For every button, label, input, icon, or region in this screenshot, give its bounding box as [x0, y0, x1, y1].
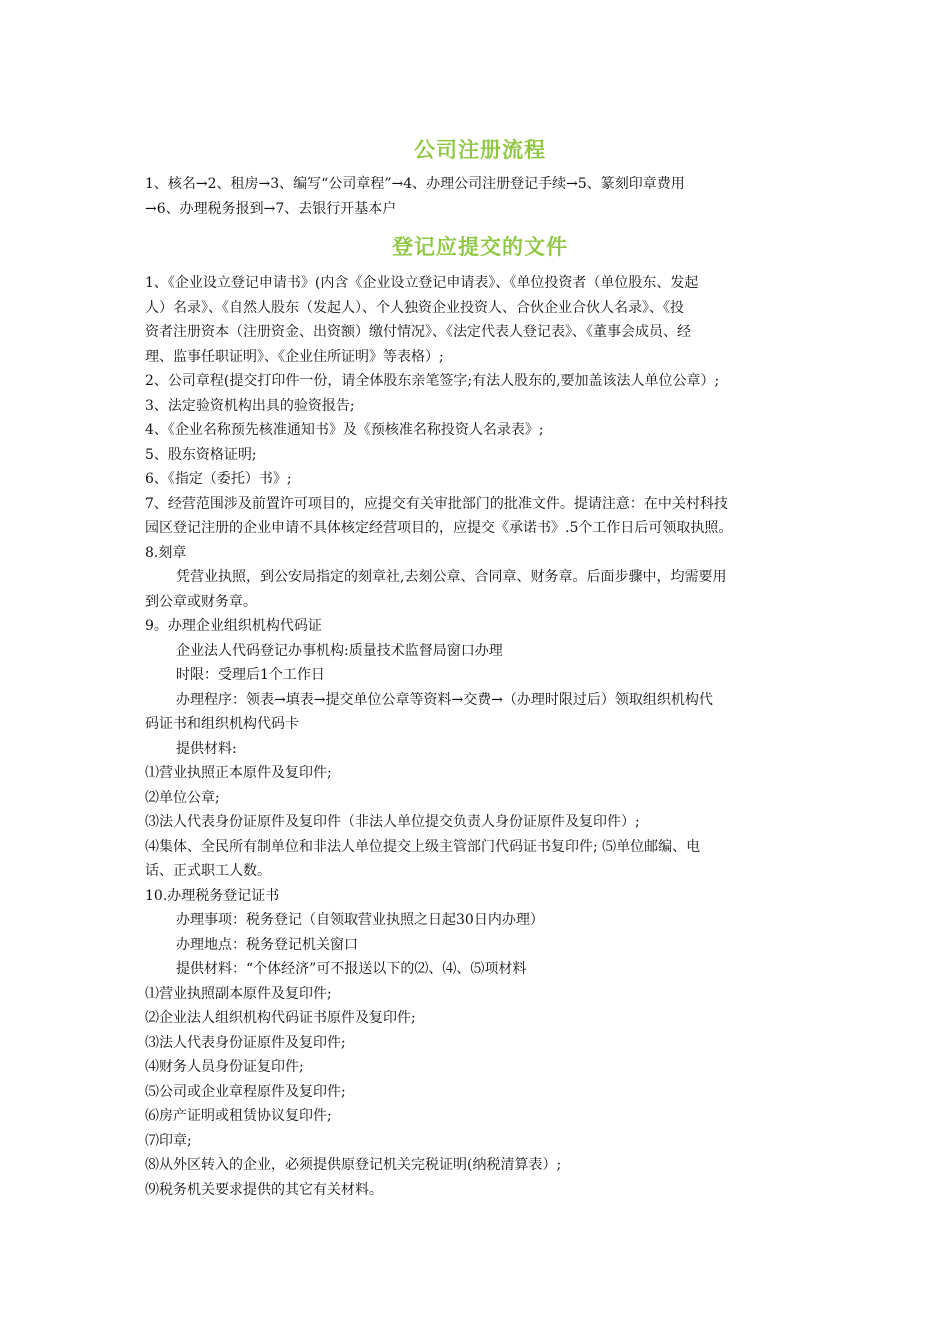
doc-line: 企业法人代码登记办事机构:质量技术监督局窗口办理: [176, 642, 503, 659]
list-item: ⑹房产证明或租赁协议复印件;: [145, 1108, 332, 1124]
list-item: 话、正式职工人数。: [145, 863, 271, 879]
list-item: ⑻从外区转入的企业，必须提供原登记机关完税证明(纳税清算表）;: [145, 1157, 562, 1173]
doc-line: 1、《企业设立登记申请书》(内含《企业设立登记申请表》、《单位投资者（单位股东、发起: [145, 275, 699, 291]
title-required-documents: 登记应提交的文件: [392, 235, 568, 259]
list-item: ⑶法人代表身份证原件及复印件;: [145, 1034, 346, 1051]
section-heading: 9。办理企业组织机构代码证: [145, 618, 322, 634]
doc-line: 园区登记注册的企业申请不具体核定经营项目的，应提交《承诺书》.5个工作日后可领取执照。: [145, 520, 733, 536]
doc-line: 凭营业执照，到公安局指定的刻章社,去刻公章、合同章、财务章。后面步骤中，均需要用: [176, 569, 727, 585]
list-item: ⑴营业执照正本原件及复印件;: [145, 765, 332, 781]
doc-line: 办理地点：税务登记机关窗口: [176, 936, 358, 953]
doc-line: 人）名录》、《自然人股东（发起人）、个人独资企业投资人、合伙企业合伙人名录》、《投: [145, 299, 684, 316]
doc-line: 资者注册资本（注册资金、出资额）缴付情况》、《法定代表人登记表》、《董事会成员、经: [145, 324, 691, 340]
doc-line: 理、监事任职证明》、《企业住所证明》等表格）;: [145, 348, 444, 365]
doc-line: 2、公司章程(提交打印件一份，请全体股东亲笔签字;有法人股东的,要加盖该法人单位公章）;: [145, 373, 720, 389]
list-item: ⑺印章;: [145, 1132, 192, 1149]
doc-line: 5、股东资格证明;: [145, 446, 257, 463]
document-body: [145, 132, 815, 1202]
doc-line: 6、《指定（委托）书》;: [145, 471, 292, 487]
flow-line: 1、核名→2、租房→3、编写“公司章程”→4、办理公司注册登记手续→5、篆刻印章费用: [145, 176, 685, 192]
doc-line: 7、经营范围涉及前置许可项目的，应提交有关审批部门的批准文件。提请注意：在中关村科技: [145, 495, 728, 512]
list-item: ⑴营业执照副本原件及复印件;: [145, 985, 332, 1002]
doc-line: 办理程序：领表→填表→提交单位公章等资料→交费→（办理时限过后）领取组织机构代: [176, 691, 713, 708]
list-item: ⑵企业法人组织机构代码证书原件及复印件;: [145, 1010, 416, 1026]
doc-line: 码证书和组织机构代码卡: [145, 716, 299, 732]
section-heading: 8.刻章: [145, 544, 187, 561]
section-heading: 10.办理税务登记证书: [145, 887, 280, 904]
doc-line: 4、《企业名称预先核准通知书》及《预核准名称投资人名录表》;: [145, 422, 544, 438]
list-item: ⑶法人代表身份证原件及复印件（非法人单位提交负责人身份证原件及复印件）;: [145, 814, 640, 830]
doc-line: 时限：受理后1个工作日: [176, 667, 325, 683]
flow-line: →6、办理税务报到→7、去银行开基本户: [145, 200, 397, 217]
list-item: ⑷集体、全民所有制单位和非法人单位提交上级主管部门代码证书复印件; ⑸单位邮编、电: [145, 838, 701, 855]
doc-line: 到公章或财务章。: [145, 593, 257, 610]
list-item: ⑷财务人员身份证复印件;: [145, 1059, 304, 1075]
list-item: ⑼税务机关要求提供的其它有关材料。: [145, 1181, 383, 1198]
title-registration-process: 公司注册流程: [414, 138, 546, 162]
doc-line: 3、法定验资机构出具的验资报告;: [145, 397, 355, 414]
list-item: ⑵单位公章;: [145, 789, 220, 806]
doc-line: 提供材料：“个体经济”可不报送以下的⑵、⑷、⑸项材料: [176, 961, 527, 977]
doc-line: 提供材料:: [176, 740, 237, 757]
doc-line: 办理事项：税务登记（自领取营业执照之日起30日内办理）: [176, 912, 544, 928]
list-item: ⑸公司或企业章程原件及复印件;: [145, 1083, 346, 1100]
